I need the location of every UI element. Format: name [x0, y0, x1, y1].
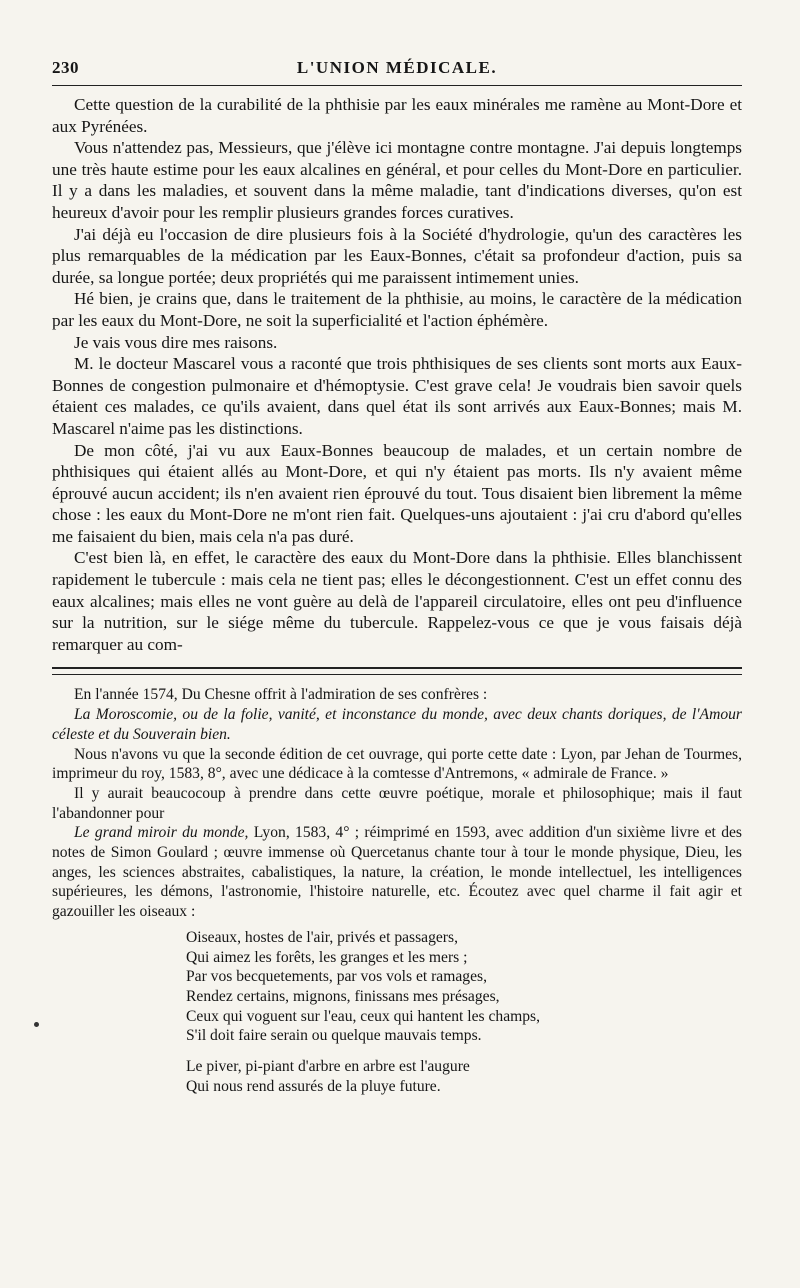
book-title-moroscomie: La Moroscomie, ou de la folie, vanité, et inconstance du monde, avec deux chants doriques, de l'Amour céleste et du Souverain bien. [52, 706, 742, 743]
poem-line: Par vos becquetements, par vos vols et ramages, [186, 968, 487, 986]
paragraph: De mon côté, j'ai vu aux Eaux-Bonnes beaucoup de malades, et un certain nombre de phthisiques qui étaient allés au Mont-Dore, et qui n'y étaient pas morts. Ils n'y avaient même éprouvé aucun accident; ils n'en avaient rien éprouvé du tout. Tous disaient bien librement la même chose : les eaux du Mont-Dore ne m'ont rien fait. Quelques-uns ajoutaient : j'ai cru d'abord qu'elles me faisaient du bien, mais cela n'a pas duré. [52, 440, 742, 546]
header-rule [52, 85, 742, 86]
footnote-intro: En l'année 1574, Du Chesne offrit à l'admiration de ses confrères : [74, 686, 488, 704]
feuilleton-separator [52, 667, 742, 675]
main-text [52, 94, 742, 655]
poem-line: Le piver, pi-piant d'arbre en arbre est l'augure [186, 1058, 470, 1076]
abandon-note: Il y aurait beaucocoup à prendre dans cette œuvre poétique, morale et philosophique; mais il faut l'abandonner pour [52, 784, 742, 822]
running-head [52, 58, 742, 88]
feuilleton [52, 685, 742, 921]
grand-miroir-description: Lyon, 1583, 4° ; réimprimé en 1593, avec addition d'un sixième livre et des notes de Simon Goulard ; œuvre immense où Quercetanus chante tour à tour le monde physique, Dieu, les anges, les sciences abstraites, cabalistiques, la nature, la création, le monde intellectuel, les intelligences supérieures, les démons, l'astronomie, l'histoire naturelle, etc. Écoutez avec quel charme il fait agir et gazouiller les oiseaux : [52, 824, 742, 921]
stanza-gap [186, 1046, 742, 1057]
edition-note: Nous n'avons vu que la seconde édition de cet ouvrage, qui porte cette date : Lyon, par Jehan de Tourmes, imprimeur du roy, 1583, 8°, avec une dédicace à la comtesse d'Antremons, « admirale de France. » [52, 745, 742, 783]
paragraph: Je vais vous dire mes raisons. [74, 332, 278, 352]
paragraph: Cette question de la curabilité de la phthisie par les eaux minérales me ramène au Mont-Dore et aux Pyrénées. [52, 95, 742, 136]
journal-title: L'UNION MÉDICALE. [296, 58, 498, 77]
poem-line: Ceux qui voguent sur l'eau, ceux qui hantent les champs, [186, 1007, 541, 1025]
paragraph: M. le docteur Mascarel vous a raconté que trois phthisiques de ses clients sont morts aux Eaux-Bonnes de congestion pulmonaire et d'hémoptysie. C'est grave cela! Je voudrais bien savoir quels étaient ces malades, ce qu'ils avaient, dans quel état ils sont arrivés aux Eaux-Bonnes; mais M. Mascarel n'aime pas les distinctions. [52, 354, 742, 438]
paragraph: Vous n'attendez pas, Messieurs, que j'élève ici montagne contre montagne. J'ai depuis longtemps une très haute estime pour les eaux alcalines en général, et pour celles du Mont-Dore en particulier. Il y a dans les maladies, et souvent dans la même maladie, tant d'indications diverses, qu'on est heureux d'avoir pour les remplir plusieurs grandes forces curatives. [52, 138, 742, 222]
paragraph: C'est bien là, en effet, le caractère des eaux du Mont-Dore dans la phthisie. Elles blanchissent rapidement le tubercule : mais cela ne tient pas; elles le décongestionnent. C'est un effet connu des eaux alcalines; mais elles ne vont guère au delà de l'appareil circulatoire, elles ont peu d'influence sur la nutrition, sur le siége même du tubercule. Rappelez-vous ce que je vous faisais déjà remarquer au com- [52, 548, 742, 654]
poem-line: Qui nous rend assurés de la pluye future. [186, 1077, 441, 1095]
paragraph: Hé bien, je crains que, dans le traitement de la phthisie, au moins, le caractère de la médication par les eaux du Mont-Dore, ne soit la superficialité et l'action éphémère. [52, 289, 742, 330]
page [52, 58, 742, 1097]
paragraph: J'ai déjà eu l'occasion de dire plusieurs fois à la Société d'hydrologie, qu'un des caractères les plus remarquables de la médication par les Eaux-Bonnes, c'était sa profondeur d'action, puis sa durée, sa longue portée; deux propriétés qui me paraissent intimement unies. [52, 224, 742, 287]
page-number: 230 [52, 58, 79, 77]
poem-line: Oiseaux, hostes de l'air, privés et passagers, [186, 928, 458, 946]
poem-line: S'il doit faire serain ou quelque mauvais temps. [186, 1027, 482, 1045]
grand-miroir-paragraph [52, 823, 742, 922]
poem [186, 928, 742, 1097]
poem-line: Rendez certains, mignons, finissans mes présages, [186, 987, 500, 1005]
book-title-grand-miroir: Le grand miroir du monde, [74, 824, 249, 842]
poem-line: Qui aimez les forêts, les granges et les mers ; [186, 948, 468, 966]
margin-mark [34, 1022, 39, 1027]
